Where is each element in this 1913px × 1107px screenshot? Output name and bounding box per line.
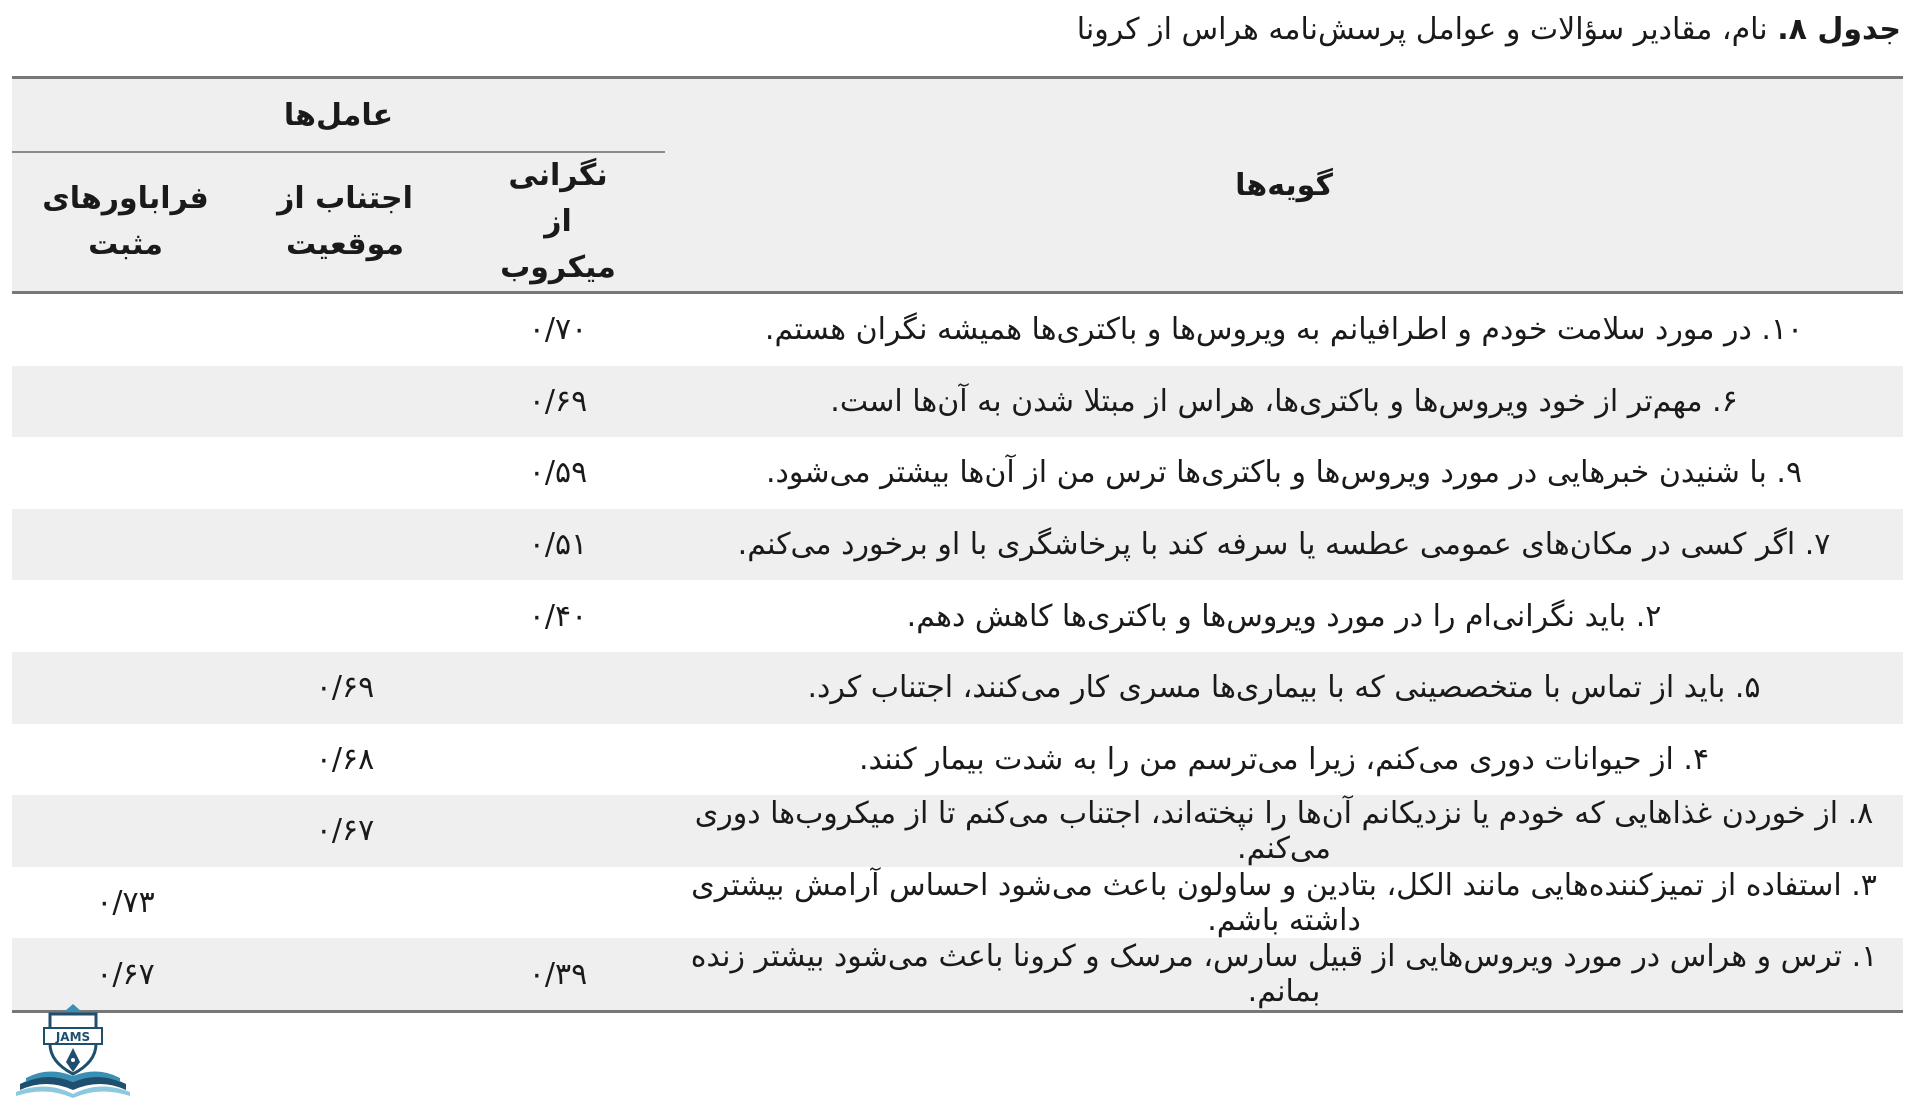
table-row — [12, 437, 1903, 509]
caption-text: نام، مقادیر سؤالات و عوامل پرسش‌نامه هراس از کرونا — [1076, 12, 1778, 47]
loading-germ-worry: ۰/۵۹ — [528, 455, 588, 491]
table-row — [12, 580, 1903, 652]
table-row — [12, 938, 1903, 1011]
loading-positive-beliefs — [12, 366, 239, 438]
loading-germ-worry — [451, 795, 665, 867]
loading-avoidance — [239, 867, 451, 939]
item-text: ۱۰. در مورد سلامت خودم و اطرافیانم به ویروس‌ها و باکتری‌ها همیشه نگران هستم. — [764, 312, 1804, 348]
loading-positive-beliefs — [12, 437, 239, 509]
item-text: ۳. استفاده از تمیزکننده‌هایی مانند الکل، بتادین و ساولون باعث می‌شود احساس آرامش بیشتری داشته باشم. — [691, 867, 1877, 938]
table-caption — [12, 8, 1901, 52]
loading-avoidance — [239, 580, 451, 652]
loading-positive-beliefs — [12, 580, 239, 652]
loading-avoidance — [239, 509, 451, 581]
logo-text: JAMS — [55, 1030, 91, 1044]
item-text: ۴. از حیوانات دوری می‌کنم، زیرا می‌ترسم من را به شدت بیمار کنند. — [858, 741, 1710, 777]
loading-germ-worry — [451, 652, 665, 724]
factor-loadings-table — [12, 76, 1903, 1013]
loading-avoidance: ۰/۶۸ — [315, 741, 375, 777]
table-row — [12, 509, 1903, 581]
loading-avoidance: ۰/۶۷ — [239, 795, 451, 867]
loading-avoidance: ۰/۶۹ — [239, 652, 451, 724]
item-text: ۷. اگر کسی در مکان‌های عمومی عطسه یا سرفه کند با پرخاشگری با او برخورد می‌کنم. — [665, 509, 1903, 581]
factor-header-avoidance: اجتناب از موقعیت — [239, 152, 451, 293]
table-row — [12, 795, 1903, 867]
factor-header-germ-worry: نگرانی از میکروب — [451, 152, 665, 293]
loading-positive-beliefs — [12, 724, 239, 796]
table-row — [12, 293, 1903, 366]
loading-germ-worry: ۰/۷۰ — [528, 312, 588, 348]
loading-positive-beliefs — [12, 652, 239, 724]
loading-germ-worry — [451, 867, 665, 939]
table-row — [12, 652, 1903, 724]
item-text: ۶. مهم‌تر از خود ویروس‌ها و باکتری‌ها، هراس از مبتلا شدن به آن‌ها است. — [665, 366, 1903, 438]
loading-positive-beliefs — [12, 795, 239, 867]
loading-positive-beliefs — [12, 293, 239, 366]
items-header: گویه‌ها — [665, 78, 1903, 293]
item-text: ۵. باید از تماس با متخصصینی که با بیماری‌ها مسری کار می‌کنند، اجتناب کرد. — [665, 652, 1903, 724]
loading-germ-worry — [451, 724, 665, 796]
item-text: ۸. از خوردن غذاهایی که خودم یا نزدیکانم آن‌ها را نپخته‌اند، اجتناب می‌کنم تا از میکروب‌ها دوری می‌کنم. — [665, 795, 1903, 867]
loading-avoidance — [239, 366, 451, 438]
table-row — [12, 724, 1903, 796]
loading-positive-beliefs: ۰/۷۳ — [96, 885, 155, 921]
loading-germ-worry: ۰/۴۰ — [528, 598, 588, 634]
loading-positive-beliefs: ۰/۶۷ — [12, 938, 239, 1011]
loading-avoidance — [239, 293, 451, 366]
loading-avoidance — [239, 938, 451, 1011]
table-row — [12, 867, 1903, 939]
journal-logo — [12, 1000, 134, 1100]
loading-germ-worry: ۰/۳۹ — [451, 938, 665, 1011]
table-body — [12, 293, 1903, 1012]
loading-positive-beliefs — [12, 509, 239, 581]
table-row — [12, 366, 1903, 438]
item-text: ۱. ترس و هراس در مورد ویروس‌هایی از قبیل سارس، مرسک و کرونا باعث می‌شود بیشتر زنده بمانم. — [665, 938, 1903, 1011]
loading-germ-worry: ۰/۵۱ — [451, 509, 665, 581]
loading-germ-worry: ۰/۶۹ — [451, 366, 665, 438]
caption-label: جدول ۸. — [1777, 12, 1901, 47]
factors-header: عامل‌ها — [12, 78, 665, 153]
loading-avoidance — [239, 437, 451, 509]
item-text: ۹. با شنیدن خبرهایی در مورد ویروس‌ها و باکتری‌ها ترس من از آن‌ها بیشتر می‌شود. — [765, 455, 1803, 491]
jams-logo-icon — [12, 1000, 134, 1100]
factor-header-positive-beliefs: فراباورهای مثبت — [12, 152, 239, 293]
table-header — [12, 78, 1903, 293]
item-text: ۲. باید نگرانی‌ام را در مورد ویروس‌ها و باکتری‌ها کاهش دهم. — [906, 598, 1662, 634]
